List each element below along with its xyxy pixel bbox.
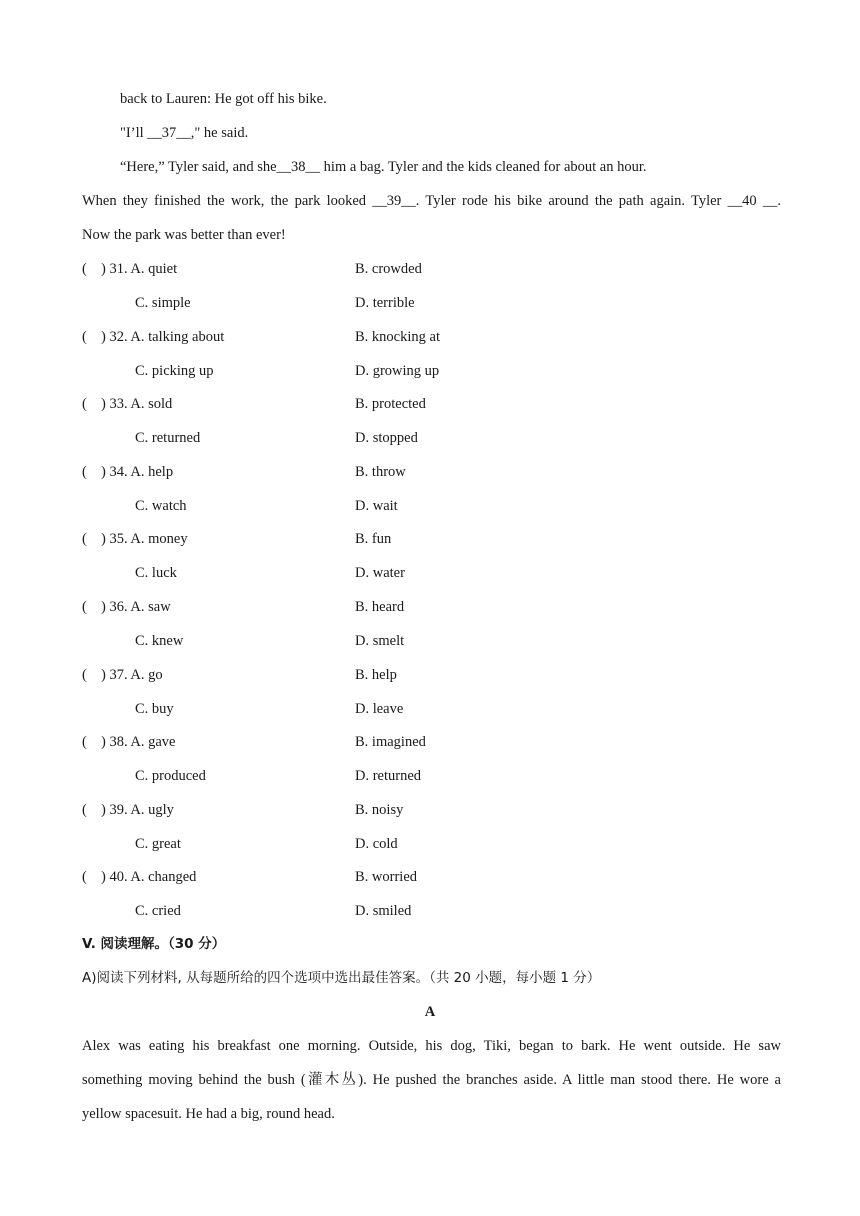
passage-line-3: “Here,” Tyler said, and she__38__ him a bag. Tyler and the kids cleaned for about an hour.: [120, 159, 647, 175]
question-option-c: C. watch: [135, 498, 187, 514]
section-instruction: [82, 969, 600, 987]
question-option-d: D. water: [355, 565, 405, 581]
question-option-a: ) 33. A. sold: [101, 396, 173, 412]
question-option-d: D. stopped: [355, 430, 418, 446]
section-heading: [82, 935, 225, 953]
question-option-c: C. knew: [135, 633, 184, 649]
question-option-b: B. crowded: [355, 261, 422, 277]
question-option-b: B. knocking at: [355, 329, 440, 345]
answer-paren: (: [82, 869, 87, 885]
question-option-d: D. leave: [355, 701, 404, 717]
answer-paren: (: [82, 667, 87, 683]
question-option-a: ) 34. A. help: [101, 464, 174, 480]
reading-line-2: something moving behind the bush (灌木丛). He pushed the branches aside. A little man stood there. He wore a: [82, 1072, 781, 1088]
question-option-b: B. throw: [355, 464, 406, 480]
reading-line-1: Alex was eating his breakfast one morning. Outside, his dog, Tiki, began to bark. He went outside. He saw: [82, 1038, 781, 1054]
answer-paren: (: [82, 599, 87, 615]
question-option-b: B. imagined: [355, 734, 426, 750]
question-option-a: ) 32. A. talking about: [101, 329, 225, 345]
passage-line-1: back to Lauren: He got off his bike.: [120, 91, 327, 107]
section-instruction-text: A)阅读下列材料, 从每题所给的四个选项中选出最佳答案。（共 20 小题，每小题 1 分）: [82, 970, 601, 986]
question-option-c: C. picking up: [135, 363, 214, 379]
section-heading-text: V. 阅读理解。（30 分）: [82, 936, 226, 952]
question-option-b: B. heard: [355, 599, 405, 615]
question-option-d: D. wait: [355, 498, 398, 514]
question-option-c: C. returned: [135, 430, 201, 446]
question-option-a: ) 40. A. changed: [101, 869, 197, 885]
question-option-a: ) 39. A. ugly: [101, 802, 174, 818]
question-option-d: D. smiled: [355, 903, 412, 919]
question-option-d: D. terrible: [355, 295, 415, 311]
question-option-d: D. smelt: [355, 633, 405, 649]
question-option-d: D. cold: [355, 836, 398, 852]
question-option-c: C. great: [135, 836, 181, 852]
answer-paren: (: [82, 802, 87, 818]
question-option-c: C. produced: [135, 768, 206, 784]
passage-line-2: "I’ll __37__," he said.: [120, 125, 249, 141]
question-option-c: C. buy: [135, 701, 174, 717]
question-option-a: ) 31. A. quiet: [101, 261, 178, 277]
question-option-b: B. worried: [355, 869, 418, 885]
answer-paren: (: [82, 464, 87, 480]
question-option-c: C. luck: [135, 565, 177, 581]
answer-paren: (: [82, 531, 87, 547]
answer-paren: (: [82, 261, 87, 277]
question-option-d: D. returned: [355, 768, 422, 784]
question-option-b: B. noisy: [355, 802, 404, 818]
question-option-a: ) 38. A. gave: [101, 734, 176, 750]
question-option-b: B. fun: [355, 531, 392, 547]
question-option-d: D. growing up: [355, 363, 440, 379]
passage-line-4: When they finished the work, the park looked __39__. Tyler rode his bike around the path again. Tyler __40 __.: [82, 193, 781, 209]
question-option-c: C. simple: [135, 295, 191, 311]
question-option-c: C. cried: [135, 903, 181, 919]
question-option-a: ) 37. A. go: [101, 667, 163, 683]
question-option-a: ) 35. A. money: [101, 531, 188, 547]
question-option-a: ) 36. A. saw: [101, 599, 171, 615]
question-option-b: B. protected: [355, 396, 426, 412]
passage-line-5: Now the park was better than ever!: [82, 227, 286, 243]
passage-label: A: [424, 1004, 436, 1020]
answer-paren: (: [82, 396, 87, 412]
answer-paren: (: [82, 329, 87, 345]
question-option-b: B. help: [355, 667, 397, 683]
reading-line-3: yellow spacesuit. He had a big, round head.: [82, 1106, 335, 1122]
answer-paren: (: [82, 734, 87, 750]
